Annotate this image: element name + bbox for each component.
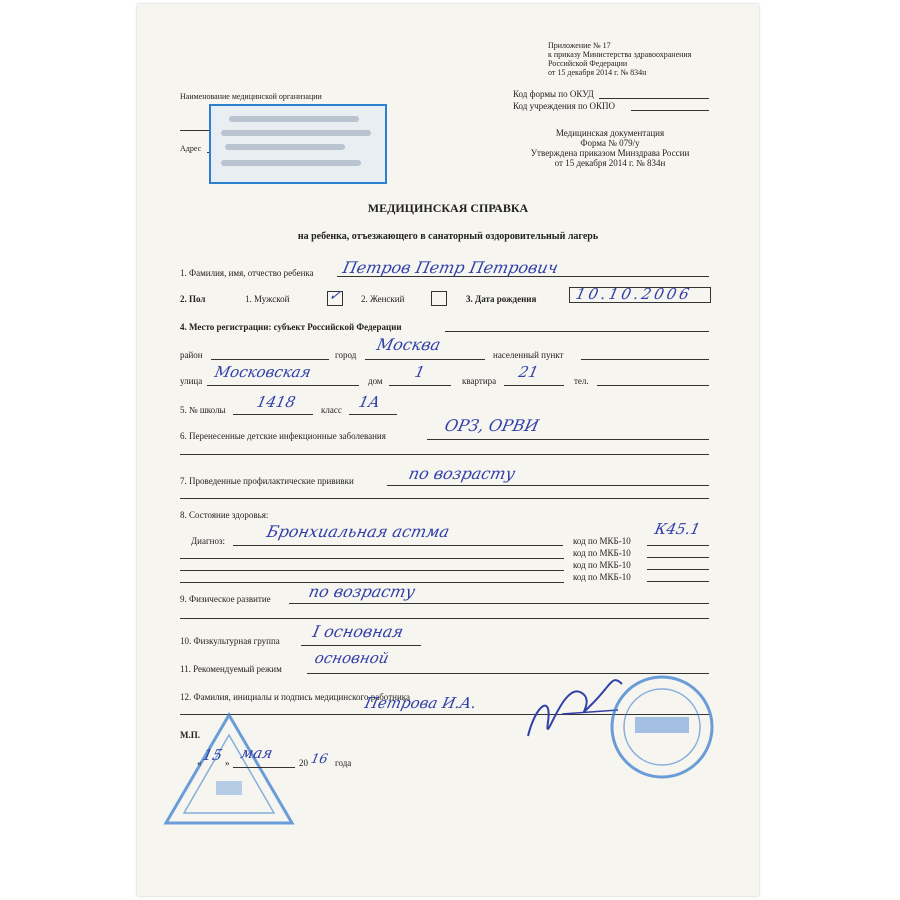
signer-label: 12. Фамилия, инициалы и подпись медицинского работника <box>180 692 410 702</box>
phys-line-2 <box>180 618 709 619</box>
infections-line <box>427 439 709 440</box>
tel-line <box>597 385 709 386</box>
infections-label: 6. Перенесенные детские инфекционные заболевания <box>180 431 386 441</box>
doc-line: от 15 декабря 2014 г. № 834н <box>554 158 666 168</box>
redacted-org-info <box>209 104 387 184</box>
address-label: Адрес <box>180 144 202 153</box>
pe-group-value: I основная <box>310 622 406 641</box>
okpo-line <box>631 110 709 111</box>
male-label: 1. Мужской <box>245 294 290 304</box>
okpo-label: Код учреждения по ОКПО <box>513 101 616 111</box>
pe-group-label: 10. Физкультурная группа <box>180 636 280 646</box>
dob-label: 3. Дата рождения <box>466 294 537 304</box>
okud-line <box>599 98 709 99</box>
dob-value: 10.10.2006 <box>574 285 694 303</box>
mkb-value: К45.1 <box>653 520 702 538</box>
mkb-line-1 <box>647 545 709 546</box>
checkmark-icon: ✓ <box>327 288 343 304</box>
appendix-line: к приказу Министерства здравоохранения <box>548 50 692 59</box>
street-line <box>207 385 359 386</box>
class-label: класс <box>321 405 342 415</box>
doc-line: Медицинская документация <box>555 128 665 138</box>
district-label: район <box>180 350 203 360</box>
sex-label: 2. Пол <box>180 294 206 304</box>
doc-title: МЕДИЦИНСКАЯ СПРАВКА <box>367 201 529 215</box>
doc-line: Форма № 079/у <box>580 138 640 148</box>
phys-label: 9. Физическое развитие <box>180 594 271 604</box>
date-open-quote: « <box>197 758 202 768</box>
mkb-line-3 <box>647 569 709 570</box>
signer-value: Петрова И.А. <box>363 694 479 712</box>
house-label: дом <box>368 376 383 386</box>
fio-value: Петров Петр Петрович <box>340 258 560 277</box>
settlement-line <box>581 359 709 360</box>
mp-label: М.П. <box>180 730 200 740</box>
apt-line <box>504 385 564 386</box>
appendix-line: Российской Федерации <box>548 59 628 68</box>
triangle-stamp <box>162 709 297 829</box>
class-value: 1А <box>357 393 382 411</box>
date-month-line <box>233 767 295 768</box>
health-label: 8. Состояние здоровья: <box>180 510 269 520</box>
apt-label: квартира <box>462 376 497 386</box>
appendix-line: Приложение № 17 <box>548 41 611 50</box>
year-label: года <box>335 758 352 768</box>
phys-value: по возрасту <box>306 582 417 601</box>
diagnosis-label: Диагноз: <box>191 536 226 546</box>
city-line <box>365 359 485 360</box>
phys-line <box>289 603 709 604</box>
school-line <box>233 414 313 415</box>
mkb-label-4: код по МКБ-10 <box>573 572 631 582</box>
regime-value: основной <box>313 649 391 667</box>
doc-line: Утверждена приказом Минздрава России <box>530 148 690 158</box>
date-day: 15 <box>201 746 225 764</box>
school-label: 5. № школы <box>180 405 226 415</box>
org-name-label: Наименование медицинской организации <box>180 92 322 101</box>
vaccines-line <box>387 485 709 486</box>
appendix-block <box>548 41 691 77</box>
district-line <box>211 359 329 360</box>
regime-label: 11. Рекомендуемый режим <box>180 664 282 674</box>
house-line <box>389 385 451 386</box>
mkb-line-4 <box>647 581 709 582</box>
male-checkbox[interactable] <box>327 288 343 306</box>
date-month: мая <box>239 744 275 762</box>
dob-box <box>569 287 711 303</box>
year-prefix: 20 <box>299 758 308 768</box>
school-value: 1418 <box>255 393 298 411</box>
settlement-label: населенный пункт <box>493 350 564 360</box>
vaccines-label: 7. Проведенные профилактические прививки <box>180 476 354 486</box>
fio-label: 1. Фамилия, имя, отчество ребенка <box>180 268 314 278</box>
reg-label: 4. Место регистрации: субъект Российской Федерации <box>180 322 402 332</box>
round-stamp <box>607 672 717 782</box>
mkb-line-2 <box>647 557 709 558</box>
infections-line-2 <box>180 454 709 455</box>
pe-group-line <box>301 645 421 646</box>
mkb-label-1: код по МКБ-10 <box>573 536 631 546</box>
vaccines-value: по возрасту <box>406 464 517 483</box>
year-value: 16 <box>309 752 330 767</box>
doc-block <box>515 128 705 168</box>
city-label: город <box>335 350 357 360</box>
house-value: 1 <box>413 363 427 381</box>
class-line <box>349 414 397 415</box>
reg-line <box>445 331 709 332</box>
form-sheet <box>137 4 759 896</box>
diagnosis-line-3 <box>180 570 564 571</box>
diagnosis-value: Бронхиальная астма <box>264 522 452 541</box>
female-checkbox[interactable] <box>431 291 447 306</box>
female-label: 2. Женский <box>361 294 405 304</box>
apt-value: 21 <box>517 363 541 381</box>
okud-label: Код формы по ОКУД <box>513 89 594 99</box>
diagnosis-line <box>233 545 563 546</box>
tel-label: тел. <box>574 376 589 386</box>
street-label: улица <box>180 376 203 386</box>
mkb-label-2: код по МКБ-10 <box>573 548 631 558</box>
mkb-label-3: код по МКБ-10 <box>573 560 631 570</box>
diagnosis-line-2 <box>180 558 564 559</box>
date-close-quote: » <box>225 758 230 768</box>
appendix-line: от 15 декабря 2014 г. № 834н <box>548 68 647 77</box>
vaccines-line-2 <box>180 498 709 499</box>
street-value: Московская <box>213 363 313 381</box>
city-value: Москва <box>374 335 443 354</box>
doc-subtitle: на ребенка, отъезжающего в санаторный оздоровительный лагерь <box>297 231 599 242</box>
infections-value: ОРЗ, ОРВИ <box>442 416 541 435</box>
